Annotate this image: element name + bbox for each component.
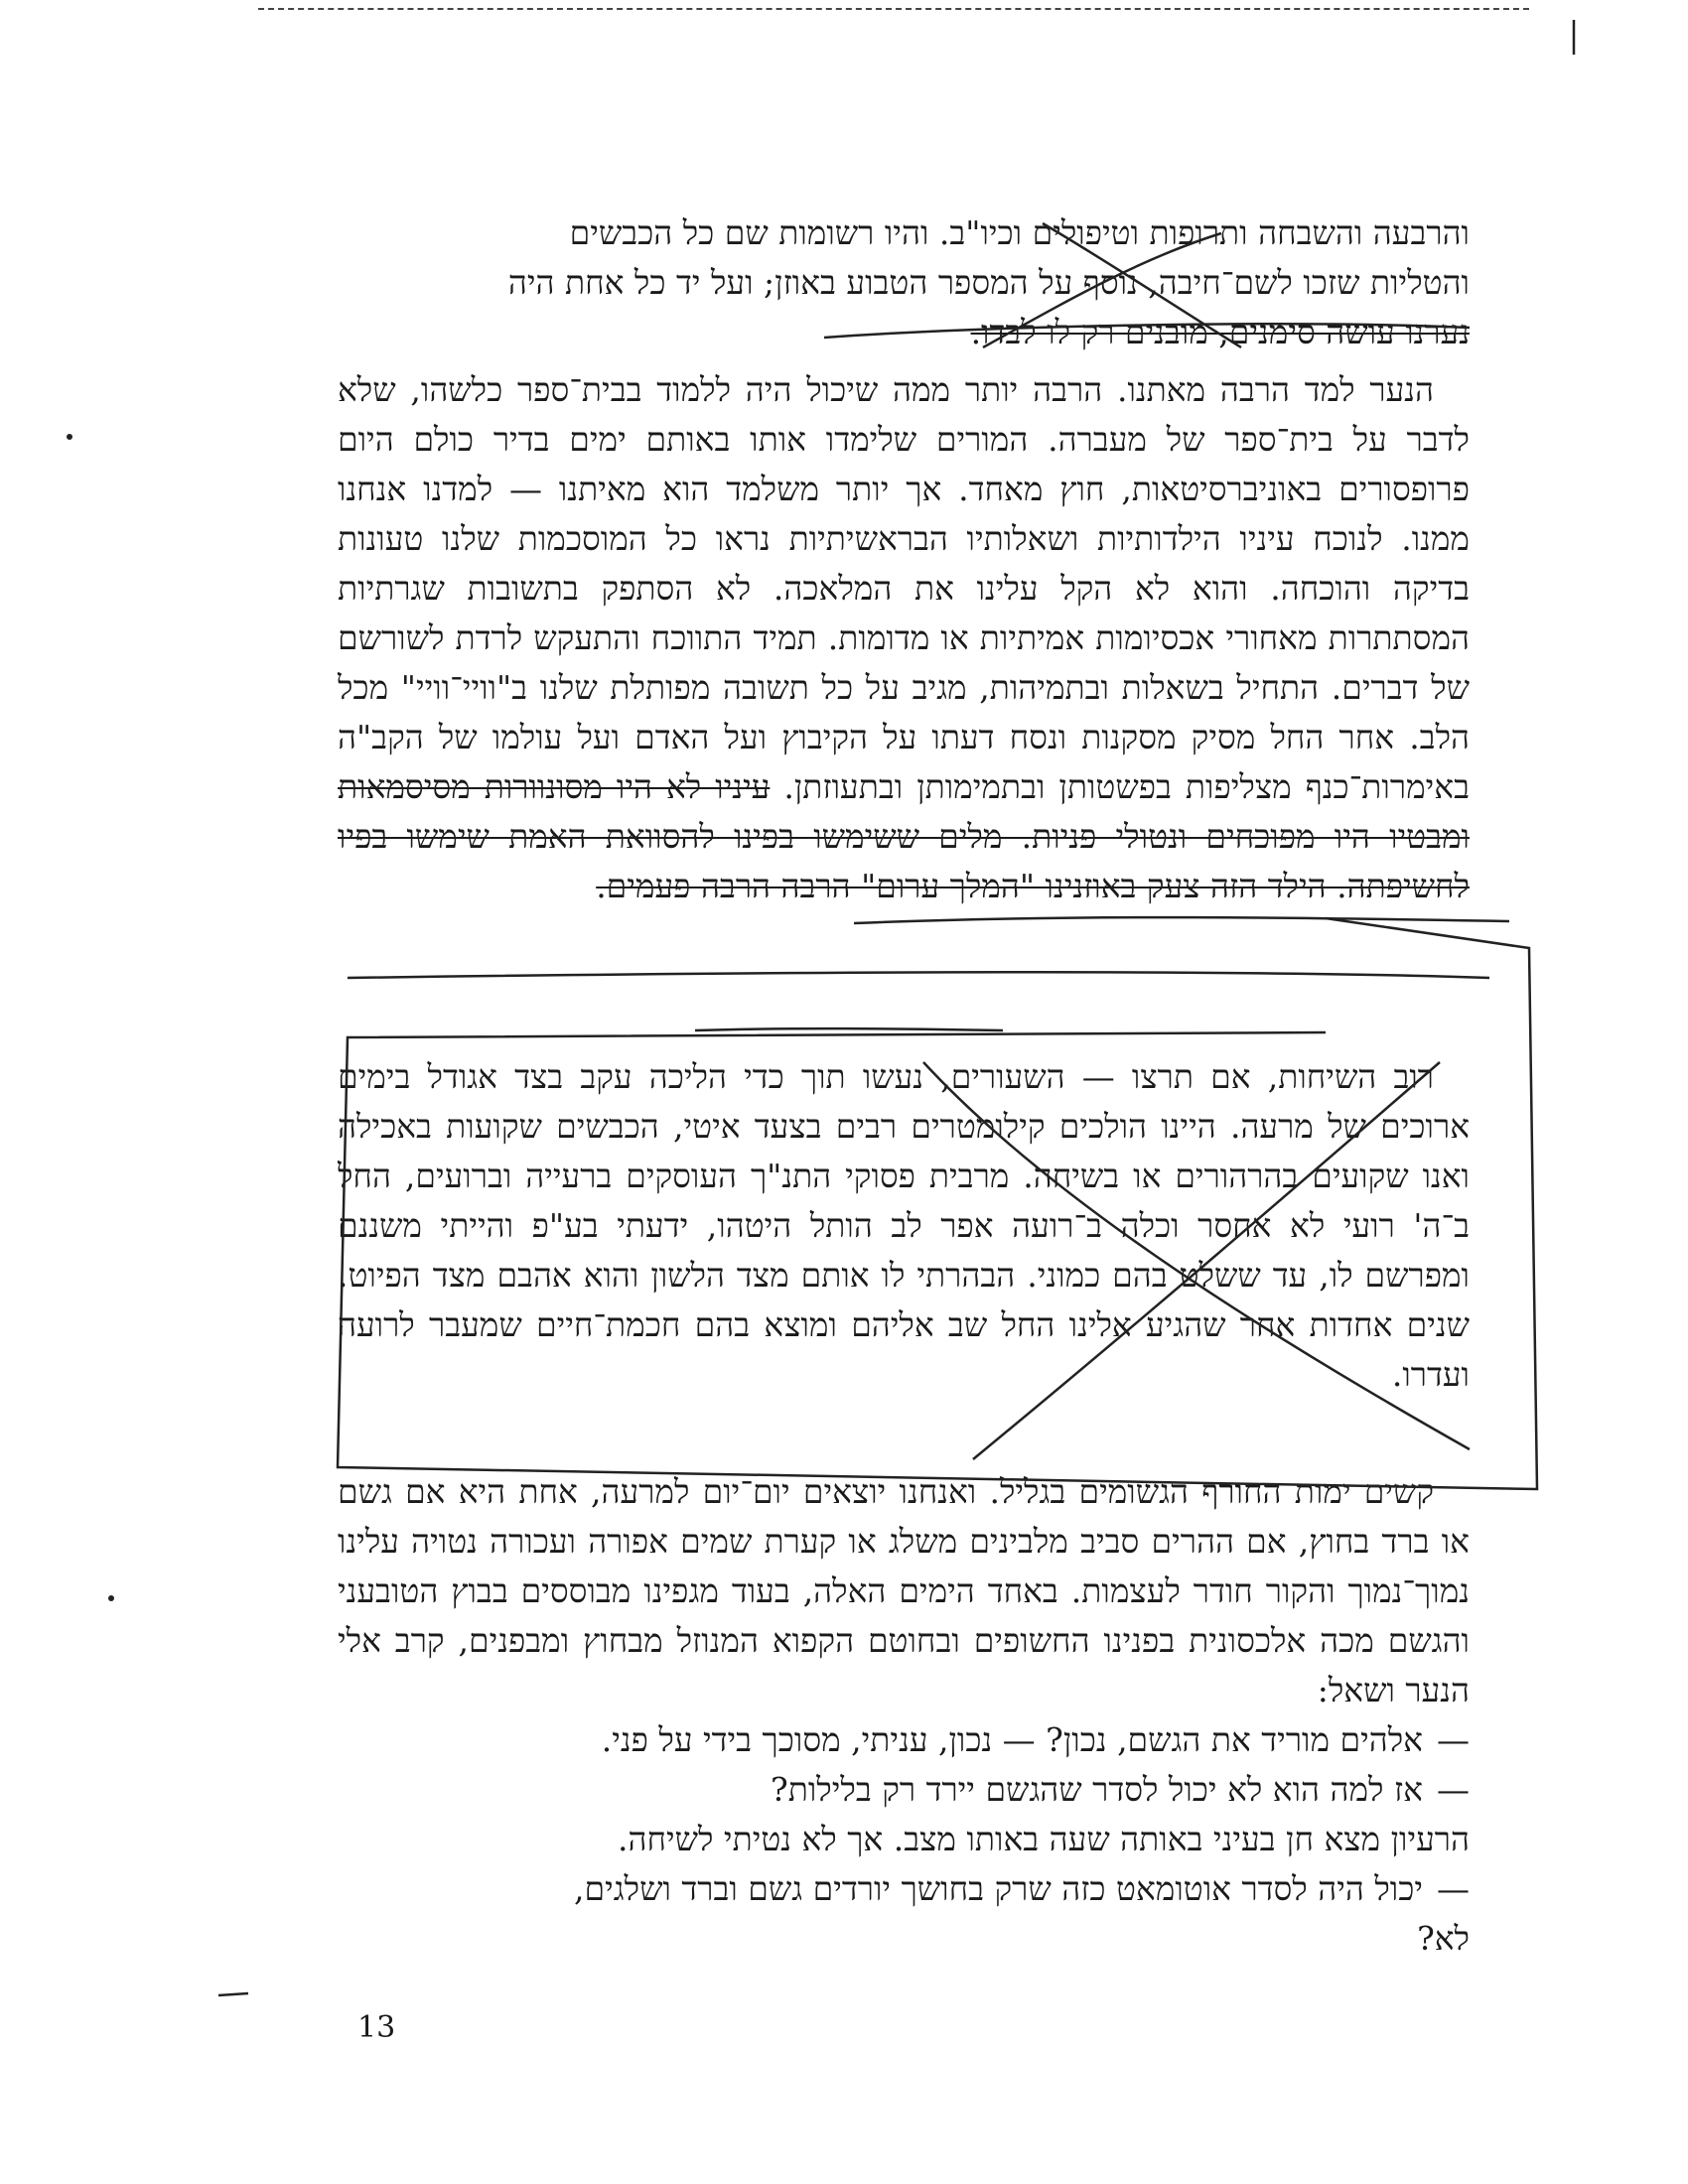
strike-line	[854, 917, 1509, 923]
dialogue-dash: —	[1437, 1869, 1470, 1908]
struck-text-line: נערנו עושה סימנים, מובנים רק לו לבדו.	[970, 313, 1470, 351]
page-number: 13	[357, 2010, 396, 2045]
dialogue-tail: לא?	[1417, 1919, 1470, 1958]
strike-line	[348, 972, 1489, 978]
scan-top-edge	[258, 8, 1529, 10]
dialogue-line: אז למה הוא לא יכול לסדר שהגשם יירד רק בלילות?	[771, 1770, 1423, 1809]
struck-passage: עיניו לא היו מסונוורות מסיסמאות ומבטיו היו מפוכחים ונטולי פניות. מלים ששימשו בפינו להסוואת האמת שימשו בפיו לחשיפתה. הילד הזה צעק באוזנינו "המלך ערום" הרבה הרבה פעמים.	[338, 767, 1470, 905]
scan-speck	[218, 1993, 248, 1995]
paragraph-text: קשים ימות החורף הגשומים בגליל. ואנחנו יוצאים יום־יום למרעה, אחת היא אם גשם או ברד בחוץ, אם ההרים סביב מלבינים משלג או קערת שמים אפורה ועכורה נטויה עלינו נמוך־נמוך והקור חודר לעצמות. באחד הימים האלה, בעוד מגפינו מבוססים בבוץ הטובעני והגשם מכה אלכסונית בפנינו החשופים ובחוטם הקפוא המנוזל מבחוץ ומבפנים, קרב אלי הנער ושאל:	[338, 1472, 1470, 1709]
paragraph-text: רוב השיחות, אם תרצו — השעורים, נעשו תוך כדי הליכה עקב בצד אגודל בימים ארוכים של מרעה. היינו הולכים קילומטרים רבים בצעד איטי, הכבשים שקועות באכילה ואנו שקועים בהרהורים או בשיחה. מרבית פסוקי התנ"ך העוסקים ברעייה וברועים, החל ב־ה' רועי לא אחסר וכלה ב־רועה אפר לב הותל היטהו, ידעתי בע"פ והייתי משננם ומפרשם לו, עד ששלט בהם כמוני. הבהרתי לו אותם מצד הלשון והוא אהבם מצד הפיוט. שנים אחדות אחר שהגיע אלינו החל שב אליהם ומוצא בהם חכמת־חיים שמעבר לרועה ועדרו.	[338, 1057, 1470, 1394]
dialogue-line: אלהים מוריד את הגשם, נכון? — נכון, עניתי, מסוכך בידי על פני.	[601, 1720, 1423, 1759]
narration-line: הרעיון מצא חן בעיני באותה שעה באותו מצב. אך לא נטיתי לשיחה.	[617, 1820, 1470, 1858]
dialogue-dash: —	[1437, 1770, 1470, 1809]
dialogue-dash: —	[1437, 1720, 1470, 1759]
dialogue	[338, 1715, 1470, 1964]
strike-line	[695, 1028, 1003, 1030]
text-line: והרבעה והשבחה ותרופות וטיפולים וכיו"ב. והיו רשומות שם כל הכבשים	[569, 213, 1470, 252]
paragraph-learning	[338, 365, 1470, 911]
dialogue-line: יכול היה לסדר אוטומאט כזה שרק בחושך יורדים גשם וברד ושלגים,	[574, 1869, 1423, 1908]
paragraph-text: הנער למד הרבה מאתנו. הרבה יותר ממה שיכול היה ללמוד בבית־ספר כלשהו, שלא לדבר על בית־ספר של מעברה. המורים שלימדו אותו באותם ימים בדיר כולם היום פרופסורים באוניברסיטאות, חוץ מאחד. אך יותר משלמד הוא מאיתנו — למדנו אנחנו ממנו. לנוכח עיניו הילדותיות ושאלותיו הבראשיתיות נראו כל המוסכמות שלנו טעונות בדיקה והוכחה. והוא לא הקל עלינו את המלאכה. לא הסתפק בתשובות שגרתיות המסתתרות מאחורי אכסיומות אמיתיות או מדומות. תמיד התווכח והתעקש לרדת לשורשם של דברים. התחיל בשאלות ובתמיהות, מגיב על כל תשובה מפותלת שלנו ב"וויי־וויי" מכל הלב. אחר החל מסיק מסקנות ונסח דעתו על הקיבוץ ועל האדם ועל עולמו של הקב"ה באימרות־כנף מצליפות בפשטותן ובתמימותן ובתעוזתן.	[338, 370, 1470, 806]
paragraph-conversations	[338, 1052, 1470, 1400]
text-line: והטליות שזכו לשם־חיבה, נוסף על המספר הטבוע באוזן; ועל יד כל אחת היה	[507, 263, 1470, 302]
paragraph-winter	[338, 1467, 1470, 1964]
scan-speck	[67, 434, 72, 440]
scan-speck	[108, 1595, 114, 1601]
paragraph-opening	[338, 208, 1470, 357]
